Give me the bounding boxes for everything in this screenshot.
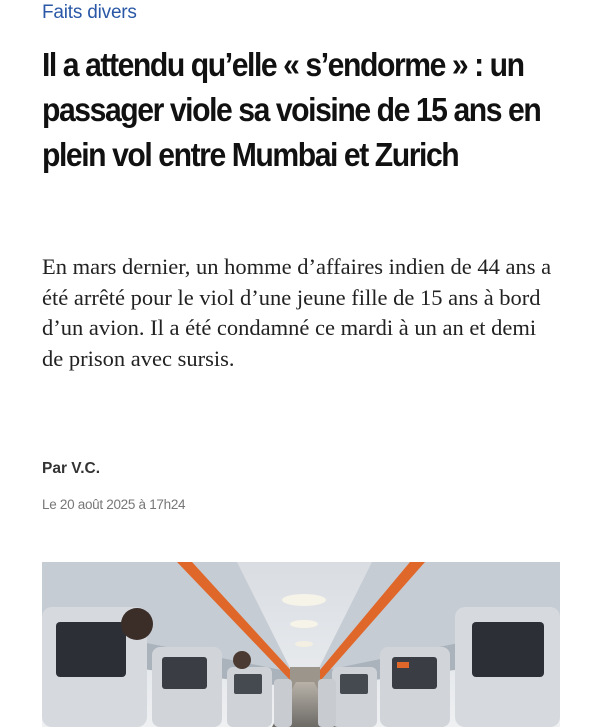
article-lede: En mars dernier, un homme d’affaires indien de 44 ans a été arrêté pour le viol d’une jeune fille de 15 ans à bord d’un avion. Il a été condamné ce mardi à un an et demi de prison avec sursis.: [42, 254, 552, 371]
category-link[interactable]: Faits divers: [42, 2, 137, 23]
airplane-cabin-image: [42, 562, 560, 727]
article-image: [42, 562, 560, 727]
article-byline: Par V.C.: [42, 460, 101, 477]
article-date: Le 20 août 2025 à 17h24: [42, 497, 186, 512]
article-headline: Il a attendu qu’elle « s’endorme » : un passager viole sa voisine de 15 ans en plein vol entre Mumbai et Zurich: [42, 47, 541, 174]
